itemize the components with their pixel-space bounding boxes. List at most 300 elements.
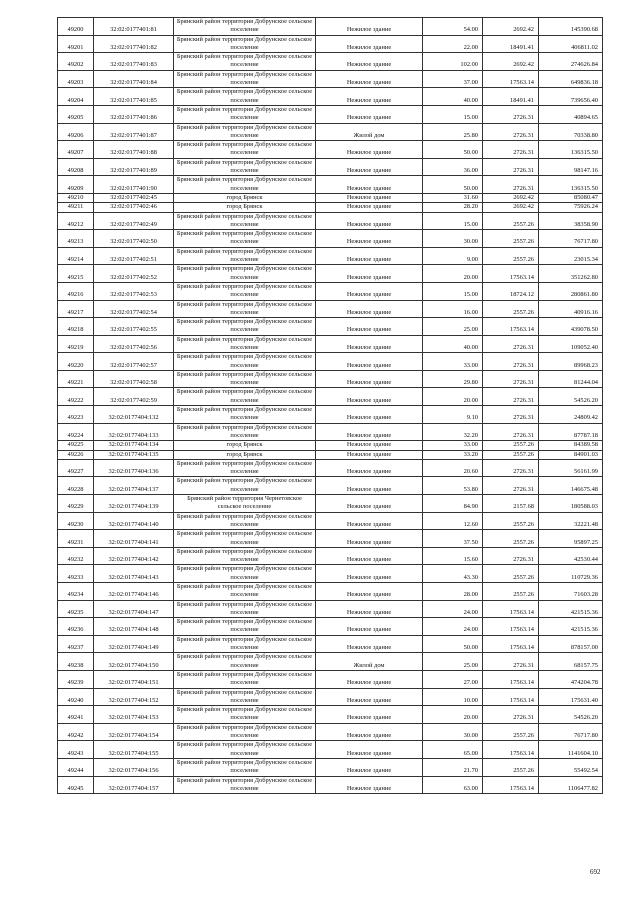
table-row xyxy=(58,776,603,794)
address-cell: Брянский район территория Добрунское сельское поселение xyxy=(174,88,316,106)
address-cell: Брянский район территория Добрунское сельское поселение xyxy=(174,123,316,141)
row-id-cell: 49227 xyxy=(58,459,94,477)
table-row xyxy=(58,450,603,459)
row-id-cell: 49236 xyxy=(58,618,94,636)
cadastral-number-cell: 32:02:0177404:143 xyxy=(94,565,174,583)
area-cell: 50.00 xyxy=(423,176,483,194)
specific-value-cell: 2557.26 xyxy=(483,512,539,530)
specific-value-cell: 2726.31 xyxy=(483,423,539,441)
address-cell: Брянский район территория Добрунское сельское поселение xyxy=(174,512,316,530)
table-row xyxy=(58,495,603,513)
object-type-cell: Нежилое здание xyxy=(316,300,423,318)
specific-value-cell: 2557.26 xyxy=(483,300,539,318)
specific-value-cell: 2726.31 xyxy=(483,335,539,353)
area-cell: 37.50 xyxy=(423,530,483,548)
cadastral-number-cell: 32:02:0177404:137 xyxy=(94,477,174,495)
cadastral-number-cell: 32:02:0177402:56 xyxy=(94,335,174,353)
area-cell: 9.10 xyxy=(423,406,483,424)
object-type-cell: Нежилое здание xyxy=(316,688,423,706)
object-type-cell: Нежилое здание xyxy=(316,35,423,53)
object-type-cell: Нежилое здание xyxy=(316,247,423,265)
cadastral-number-cell: 32:02:0177404:132 xyxy=(94,406,174,424)
specific-value-cell: 17563.14 xyxy=(483,265,539,283)
table-row xyxy=(58,158,603,176)
area-cell: 33.00 xyxy=(423,353,483,371)
cadastral-value-cell: 474204.78 xyxy=(539,670,603,688)
cadastral-number-cell: 32:02:0177404:141 xyxy=(94,530,174,548)
object-type-cell: Нежилое здание xyxy=(316,53,423,71)
row-id-cell: 49232 xyxy=(58,547,94,565)
cadastral-number-cell: 32:02:0177402:49 xyxy=(94,212,174,230)
specific-value-cell: 2557.26 xyxy=(483,723,539,741)
cadastral-value-cell: 146675.48 xyxy=(539,477,603,495)
cadastral-number-cell: 32:02:0177404:142 xyxy=(94,547,174,565)
address-cell: Брянский район территория Добрунское сельское поселение xyxy=(174,282,316,300)
cadastral-value-cell: 180588.03 xyxy=(539,495,603,513)
cadastral-number-cell: 32:02:0177404:155 xyxy=(94,741,174,759)
cadastral-number-cell: 32:02:0177401:85 xyxy=(94,88,174,106)
row-id-cell: 49203 xyxy=(58,70,94,88)
object-type-cell: Жилой дом xyxy=(316,653,423,671)
address-cell: Брянский район территория Добрунское сельское поселение xyxy=(174,618,316,636)
address-cell: Брянский район территория Добрунское сельское поселение xyxy=(174,477,316,495)
object-type-cell: Нежилое здание xyxy=(316,158,423,176)
specific-value-cell: 2557.26 xyxy=(483,247,539,265)
specific-value-cell: 2726.31 xyxy=(483,158,539,176)
cadastral-number-cell: 32:02:0177404:150 xyxy=(94,653,174,671)
object-type-cell: Нежилое здание xyxy=(316,477,423,495)
cadastral-value-cell: 40894.65 xyxy=(539,105,603,123)
specific-value-cell: 2726.31 xyxy=(483,105,539,123)
row-id-cell: 49206 xyxy=(58,123,94,141)
table-row xyxy=(58,635,603,653)
cadastral-number-cell: 32:02:0177402:55 xyxy=(94,318,174,336)
area-cell: 102.00 xyxy=(423,53,483,71)
address-cell: Брянский район территория Добрунское сельское поселение xyxy=(174,335,316,353)
table-row xyxy=(58,212,603,230)
table-row xyxy=(58,193,603,202)
table-row xyxy=(58,423,603,441)
address-cell: Брянский район территория Добрунское сельское поселение xyxy=(174,583,316,601)
row-id-cell: 49207 xyxy=(58,141,94,159)
specific-value-cell: 2557.26 xyxy=(483,583,539,601)
specific-value-cell: 2726.31 xyxy=(483,406,539,424)
row-id-cell: 49222 xyxy=(58,388,94,406)
area-cell: 24.00 xyxy=(423,618,483,636)
address-cell: Брянский район территория Добрунское сельское поселение xyxy=(174,318,316,336)
row-id-cell: 49240 xyxy=(58,688,94,706)
address-cell: Брянский район территория Добрунское сельское поселение xyxy=(174,723,316,741)
address-cell: Брянский район территория Добрунское сельское поселение xyxy=(174,423,316,441)
table-row xyxy=(58,723,603,741)
area-cell: 12.60 xyxy=(423,512,483,530)
cadastral-number-cell: 32:02:0177404:148 xyxy=(94,618,174,636)
cadastral-number-cell: 32:02:0177404:152 xyxy=(94,688,174,706)
cadastral-number-cell: 32:02:0177404:151 xyxy=(94,670,174,688)
cadastral-value-cell: 75926.24 xyxy=(539,203,603,212)
object-type-cell: Нежилое здание xyxy=(316,600,423,618)
specific-value-cell: 18491.41 xyxy=(483,35,539,53)
cadastral-number-cell: 32:02:0177401:81 xyxy=(94,18,174,36)
area-cell: 30.00 xyxy=(423,230,483,248)
specific-value-cell: 2726.31 xyxy=(483,353,539,371)
object-type-cell: Нежилое здание xyxy=(316,193,423,202)
object-type-cell: Нежилое здание xyxy=(316,723,423,741)
row-id-cell: 49211 xyxy=(58,203,94,212)
row-id-cell: 49241 xyxy=(58,706,94,724)
row-id-cell: 49204 xyxy=(58,88,94,106)
row-id-cell: 49214 xyxy=(58,247,94,265)
table-row xyxy=(58,688,603,706)
object-type-cell: Нежилое здание xyxy=(316,565,423,583)
object-type-cell: Нежилое здание xyxy=(316,758,423,776)
cadastral-value-cell: 136315.50 xyxy=(539,176,603,194)
object-type-cell: Нежилое здание xyxy=(316,441,423,450)
area-cell: 21.70 xyxy=(423,758,483,776)
area-cell: 53.80 xyxy=(423,477,483,495)
address-cell: Брянский район территория Добрунское сельское поселение xyxy=(174,406,316,424)
object-type-cell: Нежилое здание xyxy=(316,618,423,636)
table-row xyxy=(58,370,603,388)
specific-value-cell: 18724.12 xyxy=(483,282,539,300)
cadastral-value-cell: 136315.50 xyxy=(539,141,603,159)
cadastral-value-cell: 1106477.82 xyxy=(539,776,603,794)
specific-value-cell: 2557.26 xyxy=(483,758,539,776)
table-row xyxy=(58,265,603,283)
specific-value-cell: 2726.31 xyxy=(483,370,539,388)
cadastral-number-cell: 32:02:0177404:136 xyxy=(94,459,174,477)
table-row xyxy=(58,335,603,353)
address-cell: Брянский район территория Добрунское сельское поселение xyxy=(174,600,316,618)
area-cell: 43.30 xyxy=(423,565,483,583)
row-id-cell: 49200 xyxy=(58,18,94,36)
object-type-cell: Нежилое здание xyxy=(316,406,423,424)
cadastral-value-table xyxy=(57,17,603,794)
object-type-cell: Нежилое здание xyxy=(316,388,423,406)
row-id-cell: 49231 xyxy=(58,530,94,548)
object-type-cell: Нежилое здание xyxy=(316,70,423,88)
cadastral-value-cell: 351262.80 xyxy=(539,265,603,283)
specific-value-cell: 2557.26 xyxy=(483,530,539,548)
cadastral-value-cell: 87787.18 xyxy=(539,423,603,441)
address-cell: Брянский район территория Добрунское сельское поселение xyxy=(174,670,316,688)
table-row xyxy=(58,441,603,450)
cadastral-value-cell: 76717.80 xyxy=(539,230,603,248)
cadastral-number-cell: 32:02:0177401:88 xyxy=(94,141,174,159)
table-row xyxy=(58,600,603,618)
table-row xyxy=(58,53,603,71)
address-cell: Брянский район территория Добрунское сельское поселение xyxy=(174,212,316,230)
row-id-cell: 49202 xyxy=(58,53,94,71)
row-id-cell: 49213 xyxy=(58,230,94,248)
cadastral-value-cell: 739656.40 xyxy=(539,88,603,106)
address-cell: Брянский район территория Добрунское сельское поселение xyxy=(174,353,316,371)
cadastral-value-cell: 56161.99 xyxy=(539,459,603,477)
specific-value-cell: 17563.14 xyxy=(483,741,539,759)
cadastral-number-cell: 32:02:0177402:58 xyxy=(94,370,174,388)
address-cell: Брянский район территория Добрунское сельское поселение xyxy=(174,158,316,176)
cadastral-value-cell: 110729.36 xyxy=(539,565,603,583)
table-body xyxy=(58,18,603,794)
page-number: 692 xyxy=(590,868,601,876)
cadastral-value-cell: 81244.04 xyxy=(539,370,603,388)
area-cell: 16.00 xyxy=(423,300,483,318)
table-row xyxy=(58,300,603,318)
table-row xyxy=(58,123,603,141)
address-cell: Брянский район территория Чернетовское сельское поселение xyxy=(174,495,316,513)
row-id-cell: 49239 xyxy=(58,670,94,688)
cadastral-value-cell: 76717.80 xyxy=(539,723,603,741)
cadastral-value-cell: 71603.28 xyxy=(539,583,603,601)
area-cell: 50.00 xyxy=(423,141,483,159)
table-row xyxy=(58,88,603,106)
table-row xyxy=(58,247,603,265)
row-id-cell: 49219 xyxy=(58,335,94,353)
cadastral-number-cell: 32:02:0177404:154 xyxy=(94,723,174,741)
cadastral-number-cell: 32:02:0177402:52 xyxy=(94,265,174,283)
table-row xyxy=(58,741,603,759)
area-cell: 28.00 xyxy=(423,583,483,601)
row-id-cell: 49224 xyxy=(58,423,94,441)
object-type-cell: Нежилое здание xyxy=(316,423,423,441)
table-row xyxy=(58,176,603,194)
specific-value-cell: 2726.31 xyxy=(483,141,539,159)
cadastral-value-cell: 40916.16 xyxy=(539,300,603,318)
specific-value-cell: 17563.14 xyxy=(483,70,539,88)
table-row xyxy=(58,477,603,495)
address-cell: Брянский район территория Добрунское сельское поселение xyxy=(174,388,316,406)
cadastral-value-cell: 42530.44 xyxy=(539,547,603,565)
area-cell: 28.20 xyxy=(423,203,483,212)
row-id-cell: 49218 xyxy=(58,318,94,336)
row-id-cell: 49244 xyxy=(58,758,94,776)
specific-value-cell: 2692.42 xyxy=(483,18,539,36)
cadastral-number-cell: 32:02:0177402:50 xyxy=(94,230,174,248)
table-row xyxy=(58,353,603,371)
address-cell: Брянский район территория Добрунское сельское поселение xyxy=(174,176,316,194)
area-cell: 30.00 xyxy=(423,723,483,741)
cadastral-value-cell: 23015.34 xyxy=(539,247,603,265)
specific-value-cell: 2726.31 xyxy=(483,388,539,406)
address-cell: Брянский район территория Добрунское сельское поселение xyxy=(174,370,316,388)
address-cell: город Брянск xyxy=(174,203,316,212)
table-row xyxy=(58,758,603,776)
cadastral-number-cell: 32:02:0177402:54 xyxy=(94,300,174,318)
specific-value-cell: 17563.14 xyxy=(483,318,539,336)
cadastral-number-cell: 32:02:0177402:57 xyxy=(94,353,174,371)
specific-value-cell: 2557.26 xyxy=(483,450,539,459)
object-type-cell: Нежилое здание xyxy=(316,635,423,653)
table-row xyxy=(58,282,603,300)
specific-value-cell: 2557.26 xyxy=(483,565,539,583)
area-cell: 50.00 xyxy=(423,635,483,653)
table-row xyxy=(58,547,603,565)
row-id-cell: 49228 xyxy=(58,477,94,495)
cadastral-value-cell: 421515.36 xyxy=(539,618,603,636)
cadastral-number-cell: 32:02:0177404:147 xyxy=(94,600,174,618)
cadastral-number-cell: 32:02:0177401:87 xyxy=(94,123,174,141)
address-cell: Брянский район территория Добрунское сельское поселение xyxy=(174,70,316,88)
object-type-cell: Нежилое здание xyxy=(316,212,423,230)
specific-value-cell: 2726.31 xyxy=(483,123,539,141)
row-id-cell: 49215 xyxy=(58,265,94,283)
row-id-cell: 49208 xyxy=(58,158,94,176)
specific-value-cell: 2557.26 xyxy=(483,441,539,450)
row-id-cell: 49235 xyxy=(58,600,94,618)
table-row xyxy=(58,653,603,671)
row-id-cell: 49237 xyxy=(58,635,94,653)
row-id-cell: 49220 xyxy=(58,353,94,371)
address-cell: Брянский район территория Добрунское сельское поселение xyxy=(174,547,316,565)
area-cell: 15.00 xyxy=(423,282,483,300)
address-cell: Брянский район территория Добрунское сельское поселение xyxy=(174,776,316,794)
object-type-cell: Нежилое здание xyxy=(316,741,423,759)
cadastral-value-cell: 95897.25 xyxy=(539,530,603,548)
area-cell: 33.20 xyxy=(423,450,483,459)
area-cell: 40.00 xyxy=(423,88,483,106)
specific-value-cell: 17563.14 xyxy=(483,688,539,706)
cadastral-value-cell: 145390.68 xyxy=(539,18,603,36)
area-cell: 54.00 xyxy=(423,18,483,36)
row-id-cell: 49209 xyxy=(58,176,94,194)
area-cell: 84.90 xyxy=(423,495,483,513)
table-row xyxy=(58,70,603,88)
object-type-cell: Нежилое здание xyxy=(316,530,423,548)
table-row xyxy=(58,388,603,406)
object-type-cell: Нежилое здание xyxy=(316,459,423,477)
row-id-cell: 49243 xyxy=(58,741,94,759)
area-cell: 25.80 xyxy=(423,123,483,141)
cadastral-number-cell: 32:02:0177404:135 xyxy=(94,450,174,459)
area-cell: 20.00 xyxy=(423,265,483,283)
address-cell: Брянский район территория Добрунское сельское поселение xyxy=(174,530,316,548)
address-cell: Брянский район территория Добрунское сельское поселение xyxy=(174,265,316,283)
object-type-cell: Нежилое здание xyxy=(316,282,423,300)
object-type-cell: Нежилое здание xyxy=(316,776,423,794)
specific-value-cell: 2726.31 xyxy=(483,176,539,194)
row-id-cell: 49201 xyxy=(58,35,94,53)
cadastral-value-cell: 274626.84 xyxy=(539,53,603,71)
cadastral-number-cell: 32:02:0177404:140 xyxy=(94,512,174,530)
row-id-cell: 49229 xyxy=(58,495,94,513)
cadastral-value-cell: 68157.75 xyxy=(539,653,603,671)
cadastral-value-cell: 878157.00 xyxy=(539,635,603,653)
cadastral-value-cell: 175631.40 xyxy=(539,688,603,706)
specific-value-cell: 2692.42 xyxy=(483,193,539,202)
row-id-cell: 49212 xyxy=(58,212,94,230)
object-type-cell: Нежилое здание xyxy=(316,370,423,388)
area-cell: 29.80 xyxy=(423,370,483,388)
specific-value-cell: 2726.31 xyxy=(483,653,539,671)
cadastral-value-cell: 406811.02 xyxy=(539,35,603,53)
cadastral-number-cell: 32:02:0177401:84 xyxy=(94,70,174,88)
cadastral-value-cell: 421515.36 xyxy=(539,600,603,618)
cadastral-value-cell: 84901.03 xyxy=(539,450,603,459)
area-cell: 22.00 xyxy=(423,35,483,53)
area-cell: 32.20 xyxy=(423,423,483,441)
object-type-cell: Нежилое здание xyxy=(316,583,423,601)
cadastral-value-cell: 54526.20 xyxy=(539,388,603,406)
cadastral-value-cell: 89968.23 xyxy=(539,353,603,371)
cadastral-number-cell: 32:02:0177402:51 xyxy=(94,247,174,265)
area-cell: 31.60 xyxy=(423,193,483,202)
cadastral-number-cell: 32:02:0177401:90 xyxy=(94,176,174,194)
specific-value-cell: 17563.14 xyxy=(483,670,539,688)
row-id-cell: 49230 xyxy=(58,512,94,530)
address-cell: Брянский район территория Добрунское сельское поселение xyxy=(174,706,316,724)
cadastral-value-cell: 84389.58 xyxy=(539,441,603,450)
object-type-cell: Нежилое здание xyxy=(316,353,423,371)
cadastral-value-cell: 32221.48 xyxy=(539,512,603,530)
cadastral-value-cell: 98147.16 xyxy=(539,158,603,176)
table-row xyxy=(58,318,603,336)
specific-value-cell: 17563.14 xyxy=(483,635,539,653)
row-id-cell: 49238 xyxy=(58,653,94,671)
address-cell: Брянский район территория Добрунское сельское поселение xyxy=(174,688,316,706)
cadastral-value-cell: 649836.18 xyxy=(539,70,603,88)
cadastral-number-cell: 32:02:0177404:157 xyxy=(94,776,174,794)
specific-value-cell: 2726.31 xyxy=(483,547,539,565)
table-row xyxy=(58,670,603,688)
area-cell: 20.00 xyxy=(423,388,483,406)
cadastral-number-cell: 32:02:0177404:146 xyxy=(94,583,174,601)
address-cell: Брянский район территория Добрунское сельское поселение xyxy=(174,230,316,248)
table-row xyxy=(58,512,603,530)
address-cell: город Брянск xyxy=(174,450,316,459)
table-row xyxy=(58,583,603,601)
row-id-cell: 49225 xyxy=(58,441,94,450)
specific-value-cell: 17563.14 xyxy=(483,776,539,794)
specific-value-cell: 17563.14 xyxy=(483,618,539,636)
object-type-cell: Нежилое здание xyxy=(316,265,423,283)
object-type-cell: Нежилое здание xyxy=(316,105,423,123)
cadastral-value-cell: 55492.54 xyxy=(539,758,603,776)
specific-value-cell: 2557.26 xyxy=(483,230,539,248)
cadastral-number-cell: 32:02:0177404:153 xyxy=(94,706,174,724)
address-cell: Брянский район территория Добрунское сельское поселение xyxy=(174,141,316,159)
cadastral-number-cell: 32:02:0177404:156 xyxy=(94,758,174,776)
area-cell: 36.00 xyxy=(423,158,483,176)
row-id-cell: 49210 xyxy=(58,193,94,202)
area-cell: 24.00 xyxy=(423,600,483,618)
row-id-cell: 49223 xyxy=(58,406,94,424)
address-cell: Брянский район территория Добрунское сельское поселение xyxy=(174,35,316,53)
cadastral-number-cell: 32:02:0177401:83 xyxy=(94,53,174,71)
address-cell: Брянский район территория Добрунское сельское поселение xyxy=(174,459,316,477)
address-cell: Брянский район территория Добрунское сельское поселение xyxy=(174,53,316,71)
specific-value-cell: 17563.14 xyxy=(483,600,539,618)
specific-value-cell: 2157.68 xyxy=(483,495,539,513)
cadastral-value-cell: 109052.40 xyxy=(539,335,603,353)
object-type-cell: Нежилое здание xyxy=(316,230,423,248)
cadastral-value-cell: 280861.80 xyxy=(539,282,603,300)
table-row xyxy=(58,141,603,159)
cadastral-number-cell: 32:02:0177401:89 xyxy=(94,158,174,176)
address-cell: Брянский район территория Добрунское сельское поселение xyxy=(174,18,316,36)
table-row xyxy=(58,35,603,53)
address-cell: Брянский район территория Добрунское сельское поселение xyxy=(174,105,316,123)
object-type-cell: Нежилое здание xyxy=(316,670,423,688)
address-cell: Брянский район территория Добрунское сельское поселение xyxy=(174,653,316,671)
area-cell: 40.00 xyxy=(423,335,483,353)
cadastral-value-cell: 85080.47 xyxy=(539,193,603,202)
table-row xyxy=(58,406,603,424)
address-cell: город Брянск xyxy=(174,441,316,450)
cadastral-number-cell: 32:02:0177404:133 xyxy=(94,423,174,441)
area-cell: 33.00 xyxy=(423,441,483,450)
table-row xyxy=(58,230,603,248)
area-cell: 25.00 xyxy=(423,318,483,336)
